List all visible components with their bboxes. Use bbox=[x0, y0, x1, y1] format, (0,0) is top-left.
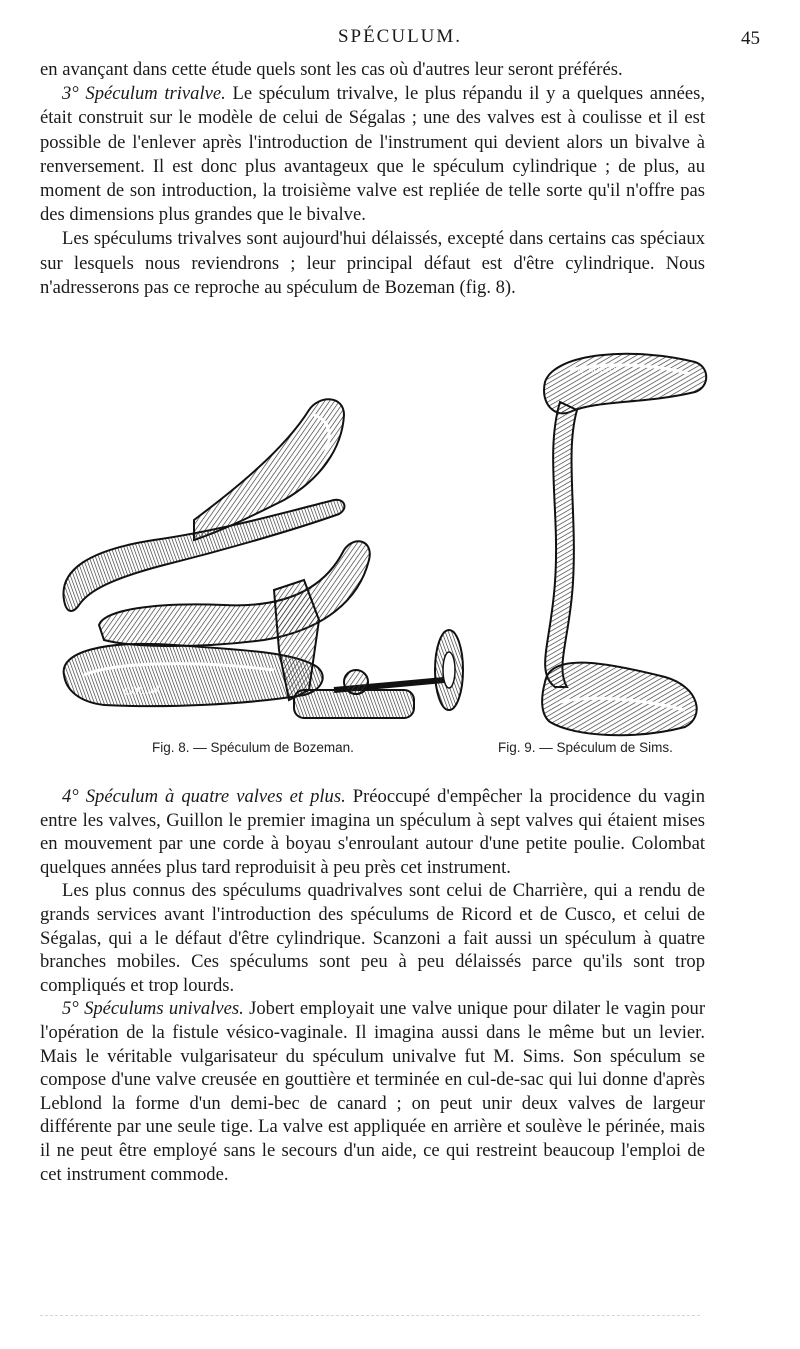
bottom-bleed-line bbox=[40, 1315, 700, 1318]
bottom-text-block bbox=[40, 785, 705, 1186]
figure-bozeman-speculum bbox=[44, 390, 484, 740]
running-title: SPÉCULUM. bbox=[337, 26, 463, 47]
page-number: 45 bbox=[741, 28, 760, 49]
section-title-quatre-valves: 4° Spéculum à quatre valves et plus. bbox=[62, 786, 346, 807]
paragraph-trivalves-delaisses: Les spéculums trivalves sont aujourd'hui délaissés, excepté dans certains cas spéciaux sur lesquels nous reviendrons ; leur principal défaut est d'être cylindrique. Nous n'adresserons pas ce reproche au spéculum de Bozeman (fig. 8). bbox=[40, 228, 705, 298]
section-title-univalves: 5° Spéculums univalves. bbox=[62, 998, 244, 1020]
paragraph-quatre-valves bbox=[40, 785, 705, 879]
caption-fig9: Fig. 9. — Spéculum de Sims. bbox=[498, 740, 673, 755]
paragraph-quatre-valves-body: Préoccupé d'empêcher la procidence du vagin entre les valves, Guillon le premier imagina un spéculum à sept valves qui étaient mises en mouvement par une corde à boyau s'enroulant autour d'une petite poulie. Colombat quelques années plus tard reproduisit à peu près cet instrument. bbox=[40, 786, 705, 878]
paragraph-univalves-body: Jobert employait une valve unique pour dilater le vagin pour l'opération de la fistule vésico-vaginale. Il imagina aussi dans le même but un levier. Mais le véritable vulgarisateur du spéculum univalve fut M. Sims. Son spéculum se compose d'une valve creusée en gouttière et terminée en cul-de-sac qui lui donne d'après Leblond la forme d'un demi-bec de canard ; on peut unir deux valves de largeur différente par une seule tige. La valve est appliquée en arrière et soulève le périnée, mais il ne peut être employé sans le secours d'un aide, ce qui restreint beaucoup l'emploi de cet instrument commode. bbox=[40, 998, 706, 1185]
running-head bbox=[40, 26, 760, 50]
figure-sims-speculum bbox=[515, 342, 715, 742]
paragraph-univalves bbox=[40, 997, 705, 1186]
paragraph-quadrivalves: Les plus connus des spéculums quadrivalves sont celui de Charrière, qui a rendu de grands services avant l'introduction des spéculums de Ricord et de Cusco, et celui de Ségalas, qui a le défaut d'être cylindrique. Scanzoni a fait aussi un spéculum à quatre branches mobiles. Ces spéculums sont peu à peu délaissés parce qu'ils sont trop compliqués et trop lourds. bbox=[40, 880, 705, 996]
paragraph-trivalve bbox=[40, 82, 705, 227]
paragraph-continuation: en avançant dans cette étude quels sont les cas où d'autres leur seront préférés. bbox=[40, 59, 623, 80]
top-text-block bbox=[40, 58, 705, 300]
engraver-mark-aubry: A. AUBRY bbox=[576, 363, 619, 376]
caption-fig8: Fig. 8. — Spéculum de Bozeman. bbox=[152, 740, 354, 755]
section-title-trivalve: 3° Spéculum trivalve. bbox=[62, 83, 226, 105]
paragraph-trivalve-body: Le spéculum trivalve, le plus répandu il y a quelques années, était construit sur le modèle de celui de Ségalas ; une des valves est à coulisse et il est possible de l'enlever après l'introduction de l'instrument qui devient alors un bivalve à renversement. Il est donc plus avantageux que le spéculum cylindrique ; de plus, au moment de son introduction, la troisième valve est repliée de telle sorte qu'il n'offre pas des dimensions plus grandes que le bivalve. bbox=[40, 83, 705, 226]
engraver-mark-collin: COLLIN bbox=[123, 684, 161, 698]
